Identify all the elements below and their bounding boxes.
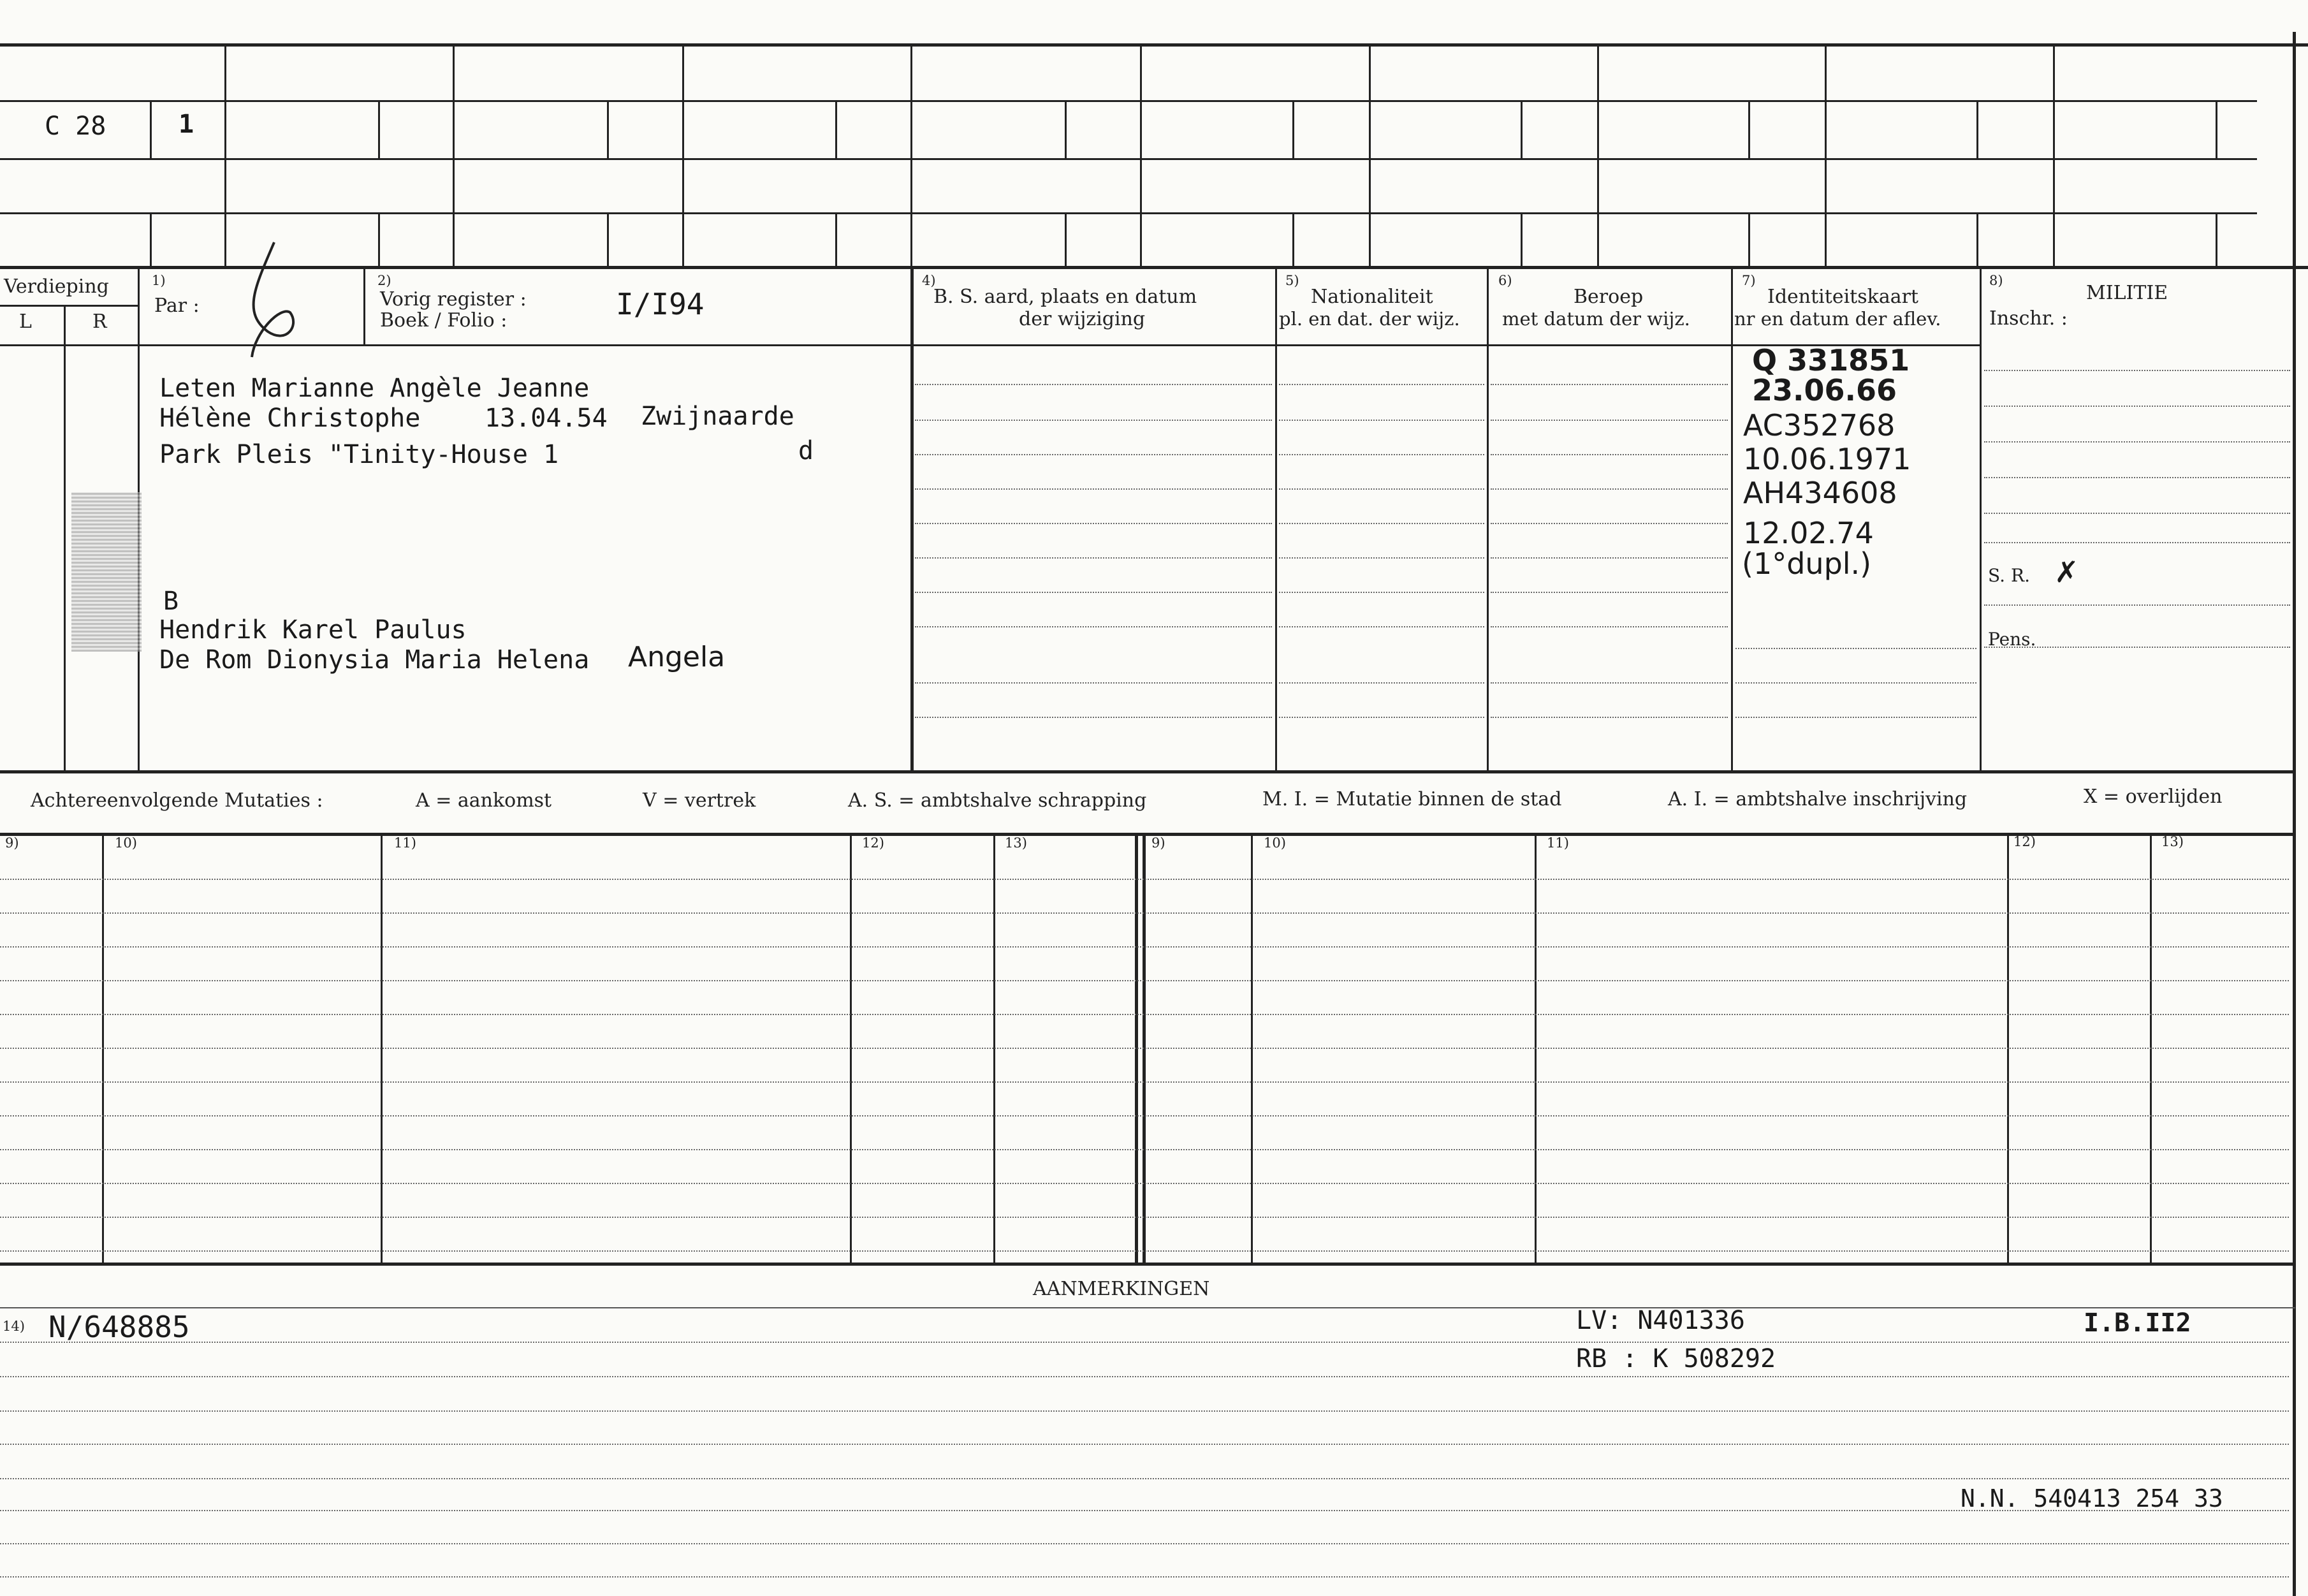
- writing-line: [1279, 626, 1484, 627]
- mutaties-right-col-11: 11): [1547, 835, 1569, 851]
- writing-line: [915, 384, 1272, 385]
- aanmerkingen-line: [0, 1307, 2295, 1308]
- writing-line: [0, 1342, 2289, 1343]
- top-grid-vline-minor: [150, 212, 152, 266]
- bs-label-2: der wijziging: [1019, 308, 1146, 330]
- aanmerkingen-entry-1: N/648885: [48, 1310, 190, 1344]
- birth-place: Zwijnaarde: [641, 402, 794, 431]
- col-divider: [1980, 268, 1982, 772]
- mutaties-right-col-12: 12): [2013, 834, 2036, 849]
- mother-name: De Rom Dionysia Maria Helena: [159, 645, 590, 675]
- col-divider: [1731, 268, 1733, 772]
- legend-aankomst: A = aankomst: [416, 789, 552, 812]
- id-card-1-date: 23.06.66: [1752, 373, 1897, 407]
- mutaties-grid-top: [0, 833, 2295, 836]
- writing-line: [1984, 513, 2290, 514]
- top-grid-vline-minor: [378, 212, 380, 266]
- writing-line: [915, 420, 1272, 421]
- writing-line: [0, 980, 2289, 981]
- beroep-number: 6): [1498, 273, 1512, 288]
- vorig-register-number: 2): [377, 273, 391, 288]
- writing-line: [1984, 604, 2290, 606]
- card-number: 1: [179, 110, 194, 139]
- writing-line: [1491, 557, 1728, 559]
- nationaliteit-number: 5): [1285, 273, 1299, 288]
- top-grid-vline-minor: [1521, 212, 1523, 266]
- writing-line: [0, 1510, 2289, 1511]
- writing-line: [915, 682, 1272, 684]
- writing-line: [1491, 592, 1728, 593]
- col-divider: [910, 268, 914, 772]
- address-line: Park Pleis "Tinity-House 1: [159, 440, 559, 469]
- id-card-2-number: AC352768: [1743, 408, 1895, 443]
- top-grid-vline-minor: [1976, 100, 1978, 158]
- top-grid-line: [0, 100, 2257, 102]
- top-border: [0, 43, 2308, 47]
- top-grid-vline-minor: [1521, 100, 1523, 158]
- mutaties-right-col-13: 13): [2161, 834, 2184, 849]
- top-grid-vline-minor: [1976, 212, 1978, 266]
- top-grid-vline: [682, 43, 684, 266]
- militie-inschr-label: Inschr. :: [1989, 307, 2068, 330]
- vorig-register-value: I/I94: [616, 287, 705, 321]
- ink-stamp: [71, 492, 142, 652]
- top-grid-vline: [1825, 43, 1827, 266]
- top-grid-vline: [910, 43, 912, 266]
- id-card-3-duplicate: (1°dupl.): [1742, 546, 1872, 581]
- aanmerkingen-title: AANMERKINGEN: [1033, 1278, 1210, 1300]
- nationaliteit-label-2: pl. en dat. der wijz.: [1279, 308, 1460, 330]
- writing-line: [0, 1444, 2289, 1445]
- verdieping-lr-divider: [64, 305, 66, 772]
- writing-line: [1491, 523, 1728, 524]
- writing-line: [1279, 523, 1484, 524]
- writing-line: [915, 454, 1272, 455]
- writing-line: [0, 946, 2289, 948]
- top-grid-vline-minor: [1065, 212, 1067, 266]
- writing-line: [0, 1410, 2289, 1412]
- legend-vertrek: V = vertrek: [643, 789, 756, 812]
- top-grid-vline-minor: [607, 212, 609, 266]
- bs-label-1: B. S. aard, plaats en datum: [933, 286, 1197, 308]
- legend-mutatie-binnen-stad: M. I. = Mutatie binnen de stad: [1262, 788, 1562, 810]
- militie-title: MILITIE: [2086, 282, 2168, 304]
- writing-line: [1491, 454, 1728, 455]
- right-border: [2293, 32, 2296, 1596]
- mutaties-top-border: [0, 770, 2295, 773]
- writing-line: [1984, 542, 2290, 543]
- writing-line: [915, 488, 1272, 490]
- identiteitskaart-number: 7): [1742, 273, 1756, 288]
- mutaties-left-col-11: 11): [394, 835, 416, 851]
- mutaties-grid-bottom: [0, 1263, 2295, 1266]
- writing-line: [1984, 477, 2290, 478]
- writing-line: [0, 1149, 2289, 1150]
- legend-overlijden: X = overlijden: [2084, 786, 2223, 808]
- top-grid-vline-minor: [2216, 212, 2217, 266]
- legend-ambtshalve-schrapping: A. S. = ambtshalve schrapping: [848, 789, 1147, 812]
- top-grid-vline-minor: [835, 212, 837, 266]
- person-name-line-2: Hélène Christophe: [159, 404, 421, 433]
- header-top-border: [0, 266, 2308, 269]
- writing-line: [0, 1048, 2289, 1049]
- verdieping-label: Verdieping: [4, 275, 109, 298]
- writing-line: [0, 1478, 2289, 1479]
- writing-line: [1491, 420, 1728, 421]
- top-grid-vline-minor: [1748, 212, 1750, 266]
- writing-line: [1279, 557, 1484, 559]
- writing-line: [0, 912, 2289, 914]
- writing-line: [915, 523, 1272, 524]
- top-grid-vline: [1597, 43, 1599, 266]
- top-grid-line: [0, 212, 2257, 214]
- writing-line: [0, 1543, 2289, 1544]
- aanmerkingen-number: 14): [3, 1319, 25, 1334]
- writing-line: [1984, 441, 2290, 443]
- writing-line: [1279, 454, 1484, 455]
- id-card-3-number: AH434608: [1743, 476, 1897, 510]
- writing-line: [1491, 717, 1728, 718]
- writing-line: [1279, 488, 1484, 490]
- militie-number: 8): [1989, 273, 2003, 288]
- mutaties-left-col-9: 9): [5, 835, 19, 851]
- verdieping-left-label: L: [19, 311, 32, 333]
- writing-line: [1491, 626, 1728, 627]
- bs-number: 4): [922, 273, 936, 288]
- top-grid-vline: [1140, 43, 1142, 266]
- beroep-label-2: met datum der wijz.: [1502, 308, 1690, 330]
- writing-line: [915, 717, 1272, 718]
- writing-line: [1491, 488, 1728, 490]
- boek-folio-label: Boek / Folio :: [380, 309, 508, 332]
- top-grid-vline: [1369, 43, 1371, 266]
- identiteitskaart-label-1: Identiteitskaart: [1767, 286, 1918, 308]
- writing-line: [915, 557, 1272, 559]
- writing-line: [0, 1217, 2289, 1218]
- person-name-line-1: Leten Marianne Angèle Jeanne: [159, 374, 590, 403]
- aanmerkingen-lv: LV: N401336: [1576, 1306, 1745, 1335]
- top-grid-vline-minor: [150, 100, 152, 158]
- id-card-1-number: Q 331851: [1752, 343, 1910, 377]
- writing-line: [915, 592, 1272, 593]
- writing-line: [0, 1576, 2289, 1578]
- writing-line: [1491, 384, 1728, 385]
- aanmerkingen-code: I.B.II2: [2084, 1308, 2191, 1338]
- writing-line: [1984, 370, 2290, 371]
- writing-line: [0, 879, 2289, 880]
- top-grid-vline-minor: [835, 100, 837, 158]
- legend-ambtshalve-inschrijving: A. I. = ambtshalve inschrijving: [1668, 788, 1968, 810]
- writing-line: [1279, 592, 1484, 593]
- writing-line: [0, 1183, 2289, 1184]
- card-code: C 28: [45, 112, 106, 141]
- militie-sr-mark: ✗: [2054, 555, 2079, 589]
- col-divider: [1275, 268, 1277, 772]
- top-grid-vline-minor: [2216, 100, 2217, 158]
- top-grid-vline: [453, 43, 455, 266]
- par-label: Par :: [154, 295, 200, 317]
- militie-sr-label: S. R.: [1988, 565, 2030, 586]
- vorig-register-label: Vorig register :: [380, 288, 527, 311]
- writing-line: [1279, 682, 1484, 684]
- verdieping-right-label: R: [92, 311, 107, 333]
- aanmerkingen-rb: RB : K 508292: [1576, 1344, 1776, 1373]
- writing-line: [1735, 682, 1976, 684]
- col-divider: [1487, 268, 1489, 772]
- top-grid-vline-minor: [1065, 100, 1067, 158]
- writing-line: [0, 1115, 2289, 1116]
- national-number: N.N. 540413 254 33: [1961, 1484, 2223, 1512]
- militie-pens-label: Pens.: [1988, 629, 2036, 650]
- writing-line: [0, 1081, 2289, 1083]
- top-grid-vline-minor: [1292, 212, 1294, 266]
- par-number: 1): [152, 273, 166, 288]
- col-divider: [363, 268, 365, 346]
- mutaties-right-col-9: 9): [1151, 835, 1165, 851]
- id-card-2-date: 10.06.1971: [1743, 442, 1911, 476]
- mutaties-title: Achtereenvolgende Mutaties :: [31, 789, 323, 812]
- writing-line: [1735, 648, 1976, 649]
- mother-name-handwritten: Angela: [628, 641, 726, 673]
- writing-line: [1279, 717, 1484, 718]
- mutaties-right-col-10: 10): [1264, 835, 1286, 851]
- identiteitskaart-label-2: nr en datum der aflev.: [1734, 308, 1941, 330]
- writing-line: [1735, 717, 1976, 718]
- nationaliteit-label-1: Nationaliteit: [1311, 286, 1433, 308]
- marker-b: B: [163, 587, 179, 616]
- verdieping-divider: [0, 305, 139, 307]
- top-grid-vline: [2053, 43, 2055, 266]
- par-squiggle-mark: [230, 236, 338, 363]
- writing-line: [1491, 682, 1728, 684]
- top-grid-line: [0, 158, 2257, 160]
- father-name: Hendrik Karel Paulus: [159, 615, 467, 645]
- top-grid-vline: [224, 43, 226, 266]
- writing-line: [0, 1376, 2289, 1377]
- top-grid-vline-minor: [378, 100, 380, 158]
- writing-line: [0, 1014, 2289, 1015]
- writing-line: [1279, 420, 1484, 421]
- writing-line: [915, 626, 1272, 627]
- marker-d: d: [798, 436, 814, 465]
- mutaties-left-col-13: 13): [1005, 835, 1027, 851]
- id-card-3-date: 12.02.74: [1743, 516, 1874, 550]
- mutaties-left-col-12: 12): [862, 835, 884, 851]
- writing-line: [1279, 384, 1484, 385]
- top-grid-vline-minor: [1292, 100, 1294, 158]
- birth-date: 13.04.54: [485, 404, 608, 433]
- writing-line: [1984, 406, 2290, 407]
- beroep-label-1: Beroep: [1574, 286, 1644, 308]
- top-grid-vline-minor: [607, 100, 609, 158]
- writing-line: [0, 1250, 2289, 1252]
- mutaties-left-col-10: 10): [115, 835, 137, 851]
- top-grid-vline-minor: [1748, 100, 1750, 158]
